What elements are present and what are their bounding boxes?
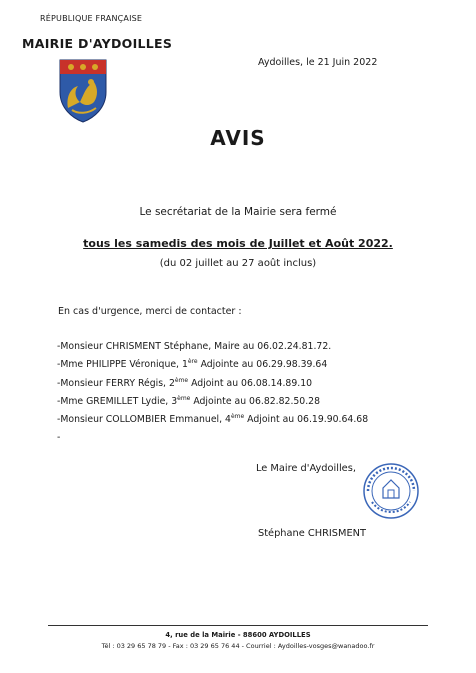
footer-address: 4, rue de la Mairie - 88600 AYDOILLES <box>165 631 311 639</box>
footer-contact: Tél : 03 29 65 78 79 - Fax : 03 29 65 76 44 - Courriel : Aydoilles-vosges@wanadoo.fr <box>101 642 375 650</box>
closure-statement: Le secrétariat de la Mairie sera fermé <box>139 206 337 218</box>
emergency-intro: En cas d'urgence, merci de contacter : <box>58 306 242 317</box>
contact-item: -Monsieur FERRY Régis, 2ème Adjoint au 06.08.14.89.10 <box>57 376 313 389</box>
signatory-name: Stéphane CHRISMENT <box>258 528 366 539</box>
footer-divider <box>48 625 428 626</box>
mairie-name: MAIRIE D'AYDOILLES <box>22 36 173 51</box>
coat-of-arms-icon <box>58 58 108 124</box>
date-line: Aydoilles, le 21 Juin 2022 <box>258 57 378 68</box>
contact-item: -Mme GREMILLET Lydie, 3ème Adjointe au 06.82.82.50.28 <box>57 394 321 407</box>
signature-title: Le Maire d'Aydoilles, <box>256 463 356 474</box>
notice-title: AVIS <box>210 126 266 150</box>
closure-date-range: (du 02 juillet au 27 août inclus) <box>159 258 317 269</box>
republic-label: RÉPUBLIQUE FRANÇAISE <box>40 14 143 23</box>
official-stamp-icon <box>362 462 420 520</box>
contact-item: -Mme PHILIPPE Véronique, 1ère Adjointe au 06.29.98.39.64 <box>57 358 328 371</box>
contact-item: -Monsieur COLLOMBIER Emmanuel, 4ème Adjoint au 06.19.90.64.68 <box>57 413 369 426</box>
contact-item: - <box>57 432 61 444</box>
contact-item: -Monsieur CHRISMENT Stéphane, Maire au 06.02.24.81.72. <box>57 341 332 353</box>
closure-days: tous les samedis des mois de Juillet et Août 2022. <box>83 237 393 250</box>
contact-list <box>57 336 368 446</box>
